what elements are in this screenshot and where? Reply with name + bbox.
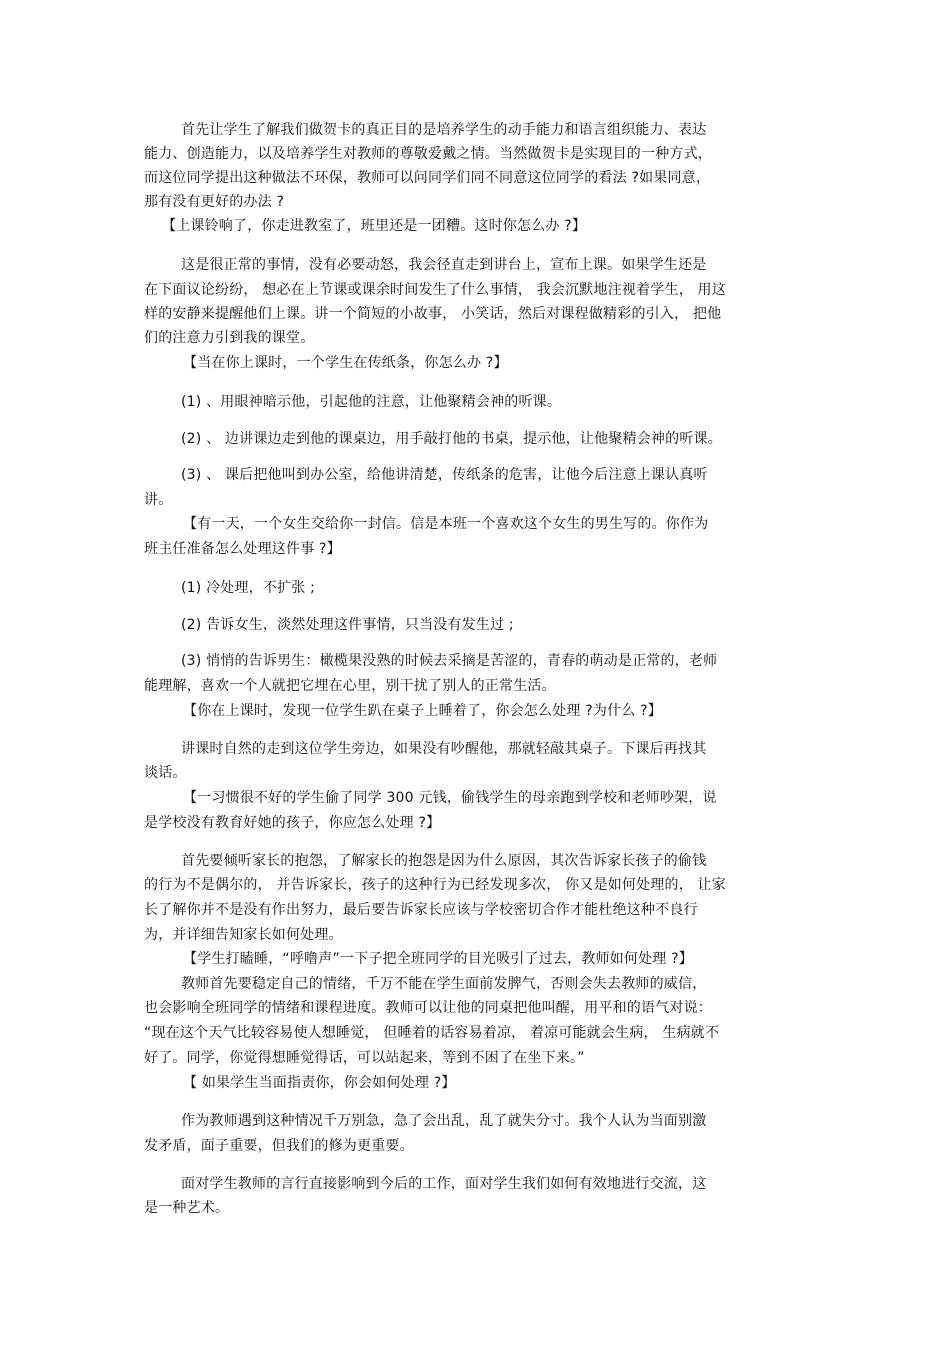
question-heading: 【 如果学生当面指责你，你会如何处理 ?】 [183, 1075, 456, 1091]
list-item: (3) 悄悄的告诉男生：橄榄果没熟的时候去采摘是苦涩的，青春的萌动是正常的，老师 [181, 653, 718, 669]
paragraph-line: 的行为不是偶尔的， 并告诉家长，孩子的这种行为已经发现多次， 你又是如何处理的， 让家 [144, 877, 726, 893]
paragraph-line: 这是很正常的事情，没有必要动怒，我会径直走到讲台上，宣布上课。如果学生还是 [181, 257, 707, 273]
question-heading: 是学校没有教育好她的孩子，你应怎么处理 ?】 [144, 815, 441, 831]
paragraph-line: 也会影响全班同学的情绪和课程进度。教师可以让他的同桌把他叫醒，用平和的语气对说： [144, 1000, 712, 1016]
paragraph-line: 发矛盾，面子重要，但我们的修为更重要。 [144, 1138, 414, 1154]
paragraph-line: 为，并详细告知家长如何处理。 [144, 927, 343, 943]
question-heading: 【一习惯很不好的学生偷了同学 300 元钱，偷钱学生的母亲跑到学校和老师吵架，说 [183, 790, 717, 806]
paragraph-line: 能力、创造能力，以及培养学生对教师的尊敬爱戴之情。当然做贺卡是实现目的一种方式， [144, 146, 712, 162]
list-item: (1) 冷处理，不扩张 ; [181, 580, 316, 596]
paragraph-line: 样的安静来提醒他们上课。讲一个简短的小故事， 小笑话，然后对课程做精彩的引入， 把他 [144, 306, 722, 322]
paragraph-line: 讲课时自然的走到这位学生旁边，如果没有吵醒他，那就轻敲其桌子。下课后再找其 [181, 741, 707, 757]
paragraph-line: 那有没有更好的办法 ? [144, 194, 285, 210]
question-heading: 【上课铃响了，你走进教室了，班里还是一团糟。这时你怎么办 ?】 [162, 218, 587, 234]
list-item: (1) 、用眼神暗示他，引起他的注意，让他聚精会神的听课。 [181, 394, 562, 410]
paragraph-line: 首先要倾听家长的抱怨，了解家长的抱怨是因为什么原因，其次告诉家长孩子的偷钱 [181, 853, 707, 869]
paragraph-line: 在下面议论纷纷， 想必在上节课或课余时间发生了什么事情， 我会沉默地注视着学生， 用这 [144, 282, 726, 298]
question-heading: 班主任准备怎么处理这件事 ?】 [144, 541, 341, 557]
list-item: (2) 告诉女生，淡然处理这件事情，只当没有发生过 ; [181, 617, 514, 633]
paragraph-line: 面对学生教师的言行直接影响到今后的工作，面对学生我们如何有效地进行交流，这 [181, 1176, 707, 1192]
paragraph-line: 们的注意力引到我的课堂。 [144, 330, 315, 346]
paragraph-line: 好了。同学，你觉得想睡觉得话，可以站起来，等到不困了在坐下来。” [144, 1050, 585, 1066]
paragraph-line: 能理解，喜欢一个人就把它埋在心里，别干扰了别人的正常生活。 [144, 678, 556, 694]
paragraph-line: 教师首先要稳定自己的情绪，千万不能在学生面前发脾气，否则会失去教师的威信， [181, 976, 707, 992]
paragraph-line: 而这位同学提出这种做法不环保，教师可以问同学们同不同意这位同学的看法 ?如果同意， [144, 170, 711, 186]
question-heading: 【有一天，一个女生交给你一封信。信是本班一个喜欢这个女生的男生写的。你作为 [183, 516, 709, 532]
paragraph-line: 长了解你并不是没有作出努力，最后要告诉家长应该与学校密切合作才能杜绝这种不良行 [144, 902, 698, 918]
paragraph-line: “现在这个天气比较容易使人想睡觉， 但睡着的话容易着凉， 着凉可能就会生病， 生病就不 [144, 1025, 720, 1041]
list-item: (2) 、 边讲课边走到他的课桌边，用手敲打他的书桌，提示他，让他聚精会神的听课。 [181, 431, 722, 447]
paragraph-line: 是一种艺术。 [144, 1200, 230, 1216]
question-heading: 【你在上课时，发现一位学生趴在桌子上睡着了，你会怎么处理 ?为什么 ?】 [183, 703, 662, 719]
list-item: (3) 、 课后把他叫到办公室，给他讲清楚，传纸条的危害，让他今后注意上课认真听 [181, 467, 708, 483]
paragraph-line: 首先让学生了解我们做贺卡的真正目的是培养学生的动手能力和语言组织能力、表达 [181, 122, 707, 138]
paragraph-line: 谈话。 [144, 765, 187, 781]
question-heading: 【当在你上课时，一个学生在传纸条，你怎么办 ?】 [183, 355, 508, 371]
paragraph-line: 讲。 [144, 492, 173, 508]
paragraph-line: 作为教师遇到这种情况千万别急，急了会出乱，乱了就失分寸。我个人认为当面别激 [181, 1113, 707, 1129]
question-heading: 【学生打瞌睡，“呼噜声”一下子把全班同学的目光吸引了过去，教师如何处理 ?】 [183, 951, 693, 967]
